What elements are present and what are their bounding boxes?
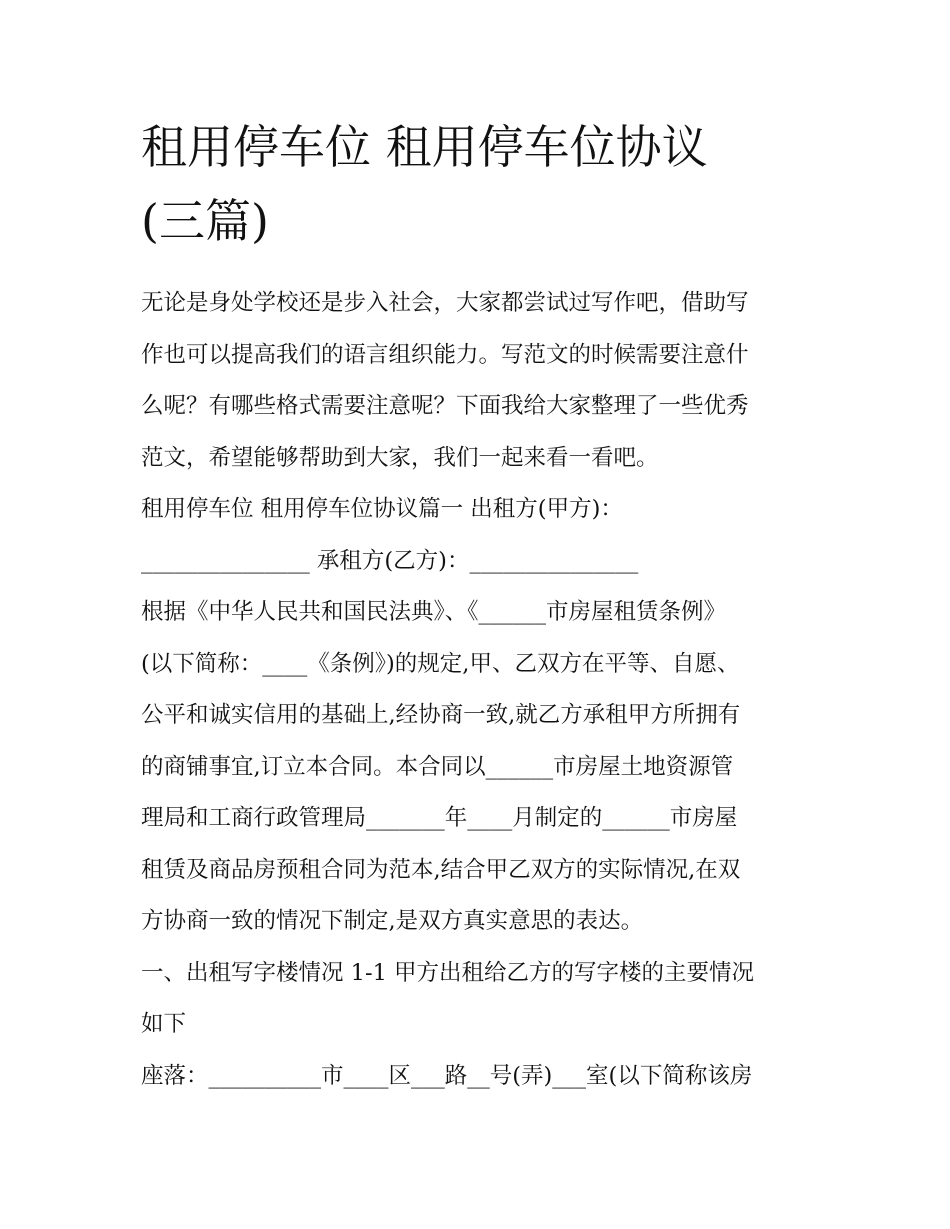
paragraph-line: 根据《中华人民共和国民法典》、《______市房屋租赁条例》: [141, 599, 727, 625]
paragraph-line: 座落：__________市____区___路__号(弄)___室(以下简称该房: [141, 1062, 753, 1089]
document-title: [141, 110, 841, 258]
title-line: 租用停车位 租用停车位协议: [141, 120, 708, 174]
paragraph-line: 作也可以提高我们的语言组织能力。写范文的时候需要注意什: [141, 341, 749, 368]
document-body: [141, 278, 821, 1102]
paragraph-line: 租用停车位 租用停车位协议篇一 出租方(甲方)：: [141, 496, 623, 522]
paragraph-line: 租赁及商品房预租合同为范本,结合甲乙双方的实际情况,在双: [141, 856, 741, 883]
paragraph-line: (以下简称：____《条例》)的规定,甲、乙双方在平等、自愿、: [141, 650, 740, 677]
paragraph-line: 么呢？有哪些格式需要注意呢？下面我给大家整理了一些优秀: [141, 393, 749, 419]
paragraph-line: _______________ 承租方(乙方)：_______________: [141, 547, 639, 574]
paragraph-line: 范文，希望能够帮助到大家，我们一起来看一看吧。: [141, 444, 659, 471]
paragraph-line: 一、出租写字楼情况 1-1 甲方出租给乙方的写字楼的主要情况: [141, 959, 755, 986]
paragraph-line: 的商铺事宜,订立本合同。本合同以______市房屋土地资源管: [141, 753, 734, 780]
paragraph-line: 无论是身处学校还是步入社会，大家都尝试过写作吧，借助写: [141, 290, 749, 316]
paragraph-line: 公平和诚实信用的基础上,经协商一致,就乙方承租甲方所拥有: [141, 702, 741, 728]
paragraph-line: 理局和工商行政管理局_______年____月制定的______市房屋: [141, 805, 738, 831]
title-line: (三篇): [141, 194, 269, 248]
paragraph-line: 方协商一致的情况下制定,是双方真实意思的表达。: [141, 908, 644, 934]
paragraph-line: 如下: [141, 1011, 187, 1037]
